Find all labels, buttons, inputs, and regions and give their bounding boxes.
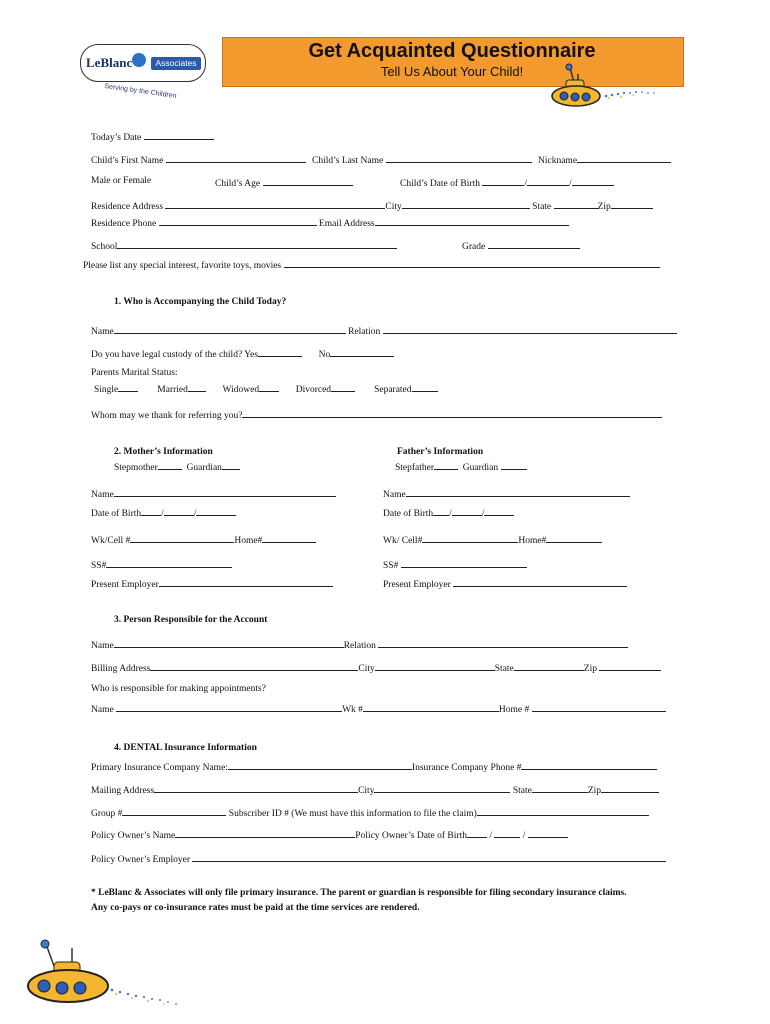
dob-day-field[interactable] bbox=[527, 176, 569, 186]
section3-heading: 3. Person Responsible for the Account bbox=[114, 615, 268, 625]
father-name-field[interactable] bbox=[406, 487, 630, 497]
dob-label: Child’s Date of Birth / / bbox=[400, 176, 614, 190]
married-field[interactable] bbox=[188, 382, 206, 392]
father-dob-m[interactable] bbox=[433, 506, 449, 516]
mother-dob-d[interactable] bbox=[164, 506, 194, 516]
s3-zip-field[interactable] bbox=[599, 661, 661, 671]
last-name-field[interactable] bbox=[386, 153, 532, 163]
interests-label: Please list any special interest, favorite toys, movies bbox=[83, 258, 660, 272]
s3-city-field[interactable] bbox=[375, 661, 495, 671]
residence-phone-label: Residence Phone Email Address bbox=[91, 216, 569, 230]
owner-employer-field[interactable] bbox=[192, 852, 666, 862]
logo-tagline: Serving by the Children bbox=[103, 82, 177, 101]
billing-label: Billing Address City State Zip bbox=[91, 661, 661, 675]
dob-year-field[interactable] bbox=[572, 176, 614, 186]
mother-sub: Stepmother Guardian bbox=[114, 460, 240, 474]
s3-relation-field[interactable] bbox=[378, 638, 628, 648]
referral-field[interactable] bbox=[242, 408, 662, 418]
mother-name-field[interactable] bbox=[114, 487, 336, 497]
subscriber-field[interactable] bbox=[477, 806, 649, 816]
logo-sub: Associates bbox=[151, 57, 201, 70]
mother-ss-label: SS# bbox=[91, 558, 232, 572]
owner-name-field[interactable] bbox=[175, 828, 355, 838]
father-sub: Stepfather Guardian bbox=[395, 460, 527, 474]
referral-label: Whom may we thank for referring you? bbox=[91, 408, 662, 422]
school-label: School bbox=[91, 239, 397, 253]
todays-date-label: Today’s Date bbox=[91, 130, 214, 144]
custody-yes-field[interactable] bbox=[258, 347, 302, 357]
age-label: Child’s Age bbox=[215, 176, 353, 190]
s3-state-field[interactable] bbox=[514, 661, 584, 671]
mother-name-label: Name bbox=[91, 487, 336, 501]
marital-options: Single Married Widowed Divorced Separated bbox=[94, 382, 438, 396]
father-home-field[interactable] bbox=[546, 533, 602, 543]
separated-field[interactable] bbox=[412, 382, 438, 392]
father-dob-y[interactable] bbox=[484, 506, 514, 516]
interests-field[interactable] bbox=[284, 258, 660, 268]
mother-dob-y[interactable] bbox=[196, 506, 236, 516]
logo-ampersand-icon bbox=[132, 53, 146, 67]
mother-dob-label: Date of Birth / / bbox=[91, 506, 236, 520]
father-ss-label: SS# bbox=[383, 558, 527, 572]
s4-state-field[interactable] bbox=[532, 783, 588, 793]
todays-date-field[interactable] bbox=[144, 130, 214, 140]
residence-phone-field[interactable] bbox=[159, 216, 317, 226]
s3-name-label: Name Relation bbox=[91, 638, 628, 652]
mailing-field[interactable] bbox=[154, 783, 358, 793]
zip-field[interactable] bbox=[611, 199, 653, 209]
appointments-label: Who is responsible for making appointments? bbox=[91, 684, 266, 694]
father-wkcell-label: Wk/ Cell# Home# bbox=[383, 533, 602, 547]
grade-label: Grade bbox=[462, 239, 580, 253]
page-subtitle: Tell Us About Your Child! bbox=[380, 64, 524, 79]
father-heading: Father’s Information bbox=[397, 447, 484, 457]
last-name-label: Child’s Last Name bbox=[312, 153, 532, 167]
group-field[interactable] bbox=[122, 806, 226, 816]
single-field[interactable] bbox=[118, 382, 138, 392]
stepmother-field[interactable] bbox=[158, 460, 182, 470]
city-field[interactable] bbox=[402, 199, 530, 209]
billing-field[interactable] bbox=[150, 661, 358, 671]
father-name-label: Name bbox=[383, 487, 630, 501]
father-employer-field[interactable] bbox=[453, 577, 627, 587]
mother-guardian-field[interactable] bbox=[222, 460, 240, 470]
footnote-line2: Any co-pays or co-insurance rates must be paid at the time services are rendered. bbox=[91, 903, 420, 913]
mother-heading: 2. Mother’s Information bbox=[114, 447, 213, 457]
school-field[interactable] bbox=[117, 239, 397, 249]
s3-home-field[interactable] bbox=[532, 702, 666, 712]
mother-wkcell-label: Wk/Cell # Home# bbox=[91, 533, 316, 547]
group-label: Group # Subscriber ID # (We must have this information to file the claim) bbox=[91, 806, 649, 820]
grade-field[interactable] bbox=[488, 239, 580, 249]
insurance-phone-field[interactable] bbox=[521, 760, 657, 770]
s1-name-label: Name Relation bbox=[91, 324, 677, 338]
footnote-line1: * LeBlanc & Associates will only file primary insurance. The parent or guardian is responsible for filing secondary insurance claims. bbox=[91, 888, 627, 898]
owner-dob-d[interactable] bbox=[494, 828, 520, 838]
marital-status-label: Parents Marital Status: bbox=[91, 368, 178, 378]
owner-employer-label: Policy Owner’s Employer bbox=[91, 852, 666, 866]
mother-employer-label: Present Employer bbox=[91, 577, 333, 591]
submarine-icon bbox=[548, 62, 668, 118]
divorced-field[interactable] bbox=[331, 382, 355, 392]
s3-phone-label: Name Wk # Home # bbox=[91, 702, 666, 716]
first-name-label: Child’s First Name bbox=[91, 153, 306, 167]
custody-label: Do you have legal custody of the child? Yes No bbox=[91, 347, 394, 361]
page-title: Get Acquainted Questionnaire bbox=[308, 40, 596, 62]
nickname-label: Nickname bbox=[538, 153, 671, 167]
mother-employer-field[interactable] bbox=[159, 577, 333, 587]
father-dob-label: Date of Birth / / bbox=[383, 506, 514, 520]
s4-city-field[interactable] bbox=[374, 783, 510, 793]
nickname-field[interactable] bbox=[577, 153, 671, 163]
residence-address-label: Residence Address City State Zip bbox=[91, 199, 653, 213]
father-ss-field[interactable] bbox=[401, 558, 527, 568]
mother-ss-field[interactable] bbox=[106, 558, 232, 568]
father-guardian-field[interactable] bbox=[501, 460, 527, 470]
insurance-company-field[interactable] bbox=[228, 760, 412, 770]
state-field[interactable] bbox=[554, 199, 598, 209]
custody-no-field[interactable] bbox=[330, 347, 394, 357]
gender-label[interactable]: Male or Female bbox=[91, 176, 152, 186]
mailing-label: Mailing Address City State Zip bbox=[91, 783, 659, 797]
submarine-icon bbox=[24, 938, 184, 1014]
widowed-field[interactable] bbox=[259, 382, 279, 392]
s3-name-field[interactable] bbox=[114, 638, 344, 648]
email-field[interactable] bbox=[375, 216, 569, 226]
father-employer-label: Present Employer bbox=[383, 577, 627, 591]
stepfather-field[interactable] bbox=[434, 460, 458, 470]
section1-heading: 1. Who is Accompanying the Child Today? bbox=[114, 297, 287, 307]
owner-dob-y[interactable] bbox=[528, 828, 568, 838]
s1-relation-field[interactable] bbox=[383, 324, 677, 334]
first-name-field[interactable] bbox=[166, 153, 306, 163]
mother-dob-m[interactable] bbox=[141, 506, 161, 516]
s3-name2-field[interactable] bbox=[116, 702, 342, 712]
mother-home-field[interactable] bbox=[262, 533, 316, 543]
s4-zip-field[interactable] bbox=[601, 783, 659, 793]
insurance-company-label: Primary Insurance Company Name: Insurance Company Phone # bbox=[91, 760, 657, 774]
father-wkcell-field[interactable] bbox=[422, 533, 518, 543]
owner-name-label: Policy Owner’s Name Policy Owner’s Date of Birth / / bbox=[91, 828, 568, 842]
section4-heading: 4. DENTAL Insurance Information bbox=[114, 743, 257, 753]
s3-wk-field[interactable] bbox=[363, 702, 499, 712]
dob-month-field[interactable] bbox=[482, 176, 524, 186]
father-dob-d[interactable] bbox=[452, 506, 482, 516]
age-field[interactable] bbox=[263, 176, 353, 186]
logo-name: LeBlanc bbox=[86, 55, 133, 70]
owner-dob-m[interactable] bbox=[467, 828, 487, 838]
mother-wkcell-field[interactable] bbox=[130, 533, 234, 543]
residence-address-field[interactable] bbox=[165, 199, 385, 209]
s1-name-field[interactable] bbox=[114, 324, 346, 334]
